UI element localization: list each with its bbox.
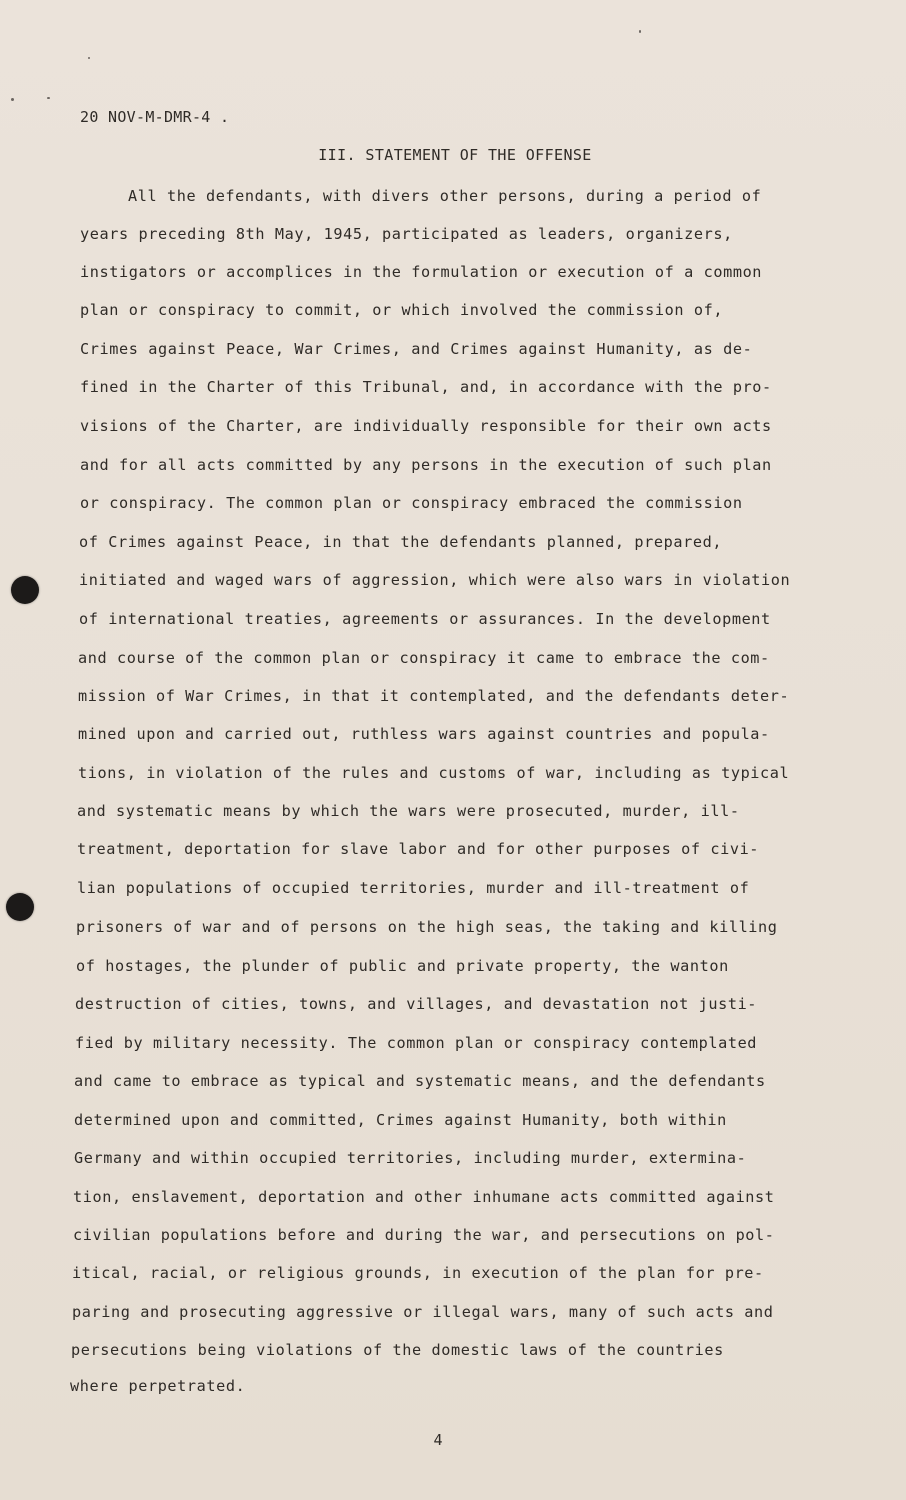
paper-speck <box>11 98 14 101</box>
paper-speck <box>47 97 50 99</box>
text-line: destruction of cities, towns, and villages, and devastation not justi- <box>75 995 758 1013</box>
text-line: of Crimes against Peace, in that the defendants planned, prepared, <box>79 533 723 551</box>
text-line: where perpetrated. <box>70 1377 246 1395</box>
text-line: paring and prosecuting aggressive or illegal wars, many of such acts and <box>72 1303 774 1321</box>
punch-hole <box>6 893 34 921</box>
text-line: fined in the Charter of this Tribunal, and, in accordance with the pro- <box>80 378 772 396</box>
text-line: mission of War Crimes, in that it contemplated, and the defendants deter- <box>78 687 790 705</box>
text-line: and came to embrace as typical and systematic means, and the defendants <box>74 1072 766 1090</box>
text-line: tion, enslavement, deportation and other inhumane acts committed against <box>73 1188 775 1206</box>
text-line: civilian populations before and during the war, and persecutions on pol- <box>73 1226 775 1244</box>
text-line: prisoners of war and of persons on the high seas, the taking and killing <box>76 918 778 936</box>
text-line: visions of the Charter, are individually responsible for their own acts <box>80 417 772 435</box>
text-line: years preceding 8th May, 1945, participated as leaders, organizers, <box>80 225 733 243</box>
text-line: or conspiracy. The common plan or conspiracy embraced the commission <box>80 494 743 512</box>
text-line: and for all acts committed by any persons in the execution of such plan <box>80 456 772 474</box>
section-heading: III. STATEMENT OF THE OFFENSE <box>318 146 592 164</box>
text-line: Crimes against Peace, War Crimes, and Crimes against Humanity, as de- <box>80 340 753 358</box>
text-line: All the defendants, with divers other persons, during a period of <box>128 187 762 205</box>
text-line: lian populations of occupied territories, murder and ill-treatment of <box>77 879 750 897</box>
paper-speck <box>88 57 90 59</box>
document-code: 20 NOV-M-DMR-4 . <box>80 108 230 126</box>
page-number: 4 <box>433 1431 443 1449</box>
text-line: of international treaties, agreements or assurances. In the development <box>79 610 771 628</box>
text-line: plan or conspiracy to commit, or which involved the commission of, <box>80 301 724 319</box>
text-line: treatment, deportation for slave labor and for other purposes of civi- <box>77 840 760 858</box>
text-line: Germany and within occupied territories, including murder, extermina- <box>74 1149 747 1167</box>
text-line: mined upon and carried out, ruthless wars against countries and popula- <box>78 725 770 743</box>
text-line: and systematic means by which the wars were prosecuted, murder, ill- <box>77 802 740 820</box>
text-line: persecutions being violations of the domestic laws of the countries <box>71 1341 724 1359</box>
text-line: of hostages, the plunder of public and private property, the wanton <box>76 957 729 975</box>
text-line: initiated and waged wars of aggression, which were also wars in violation <box>79 571 791 589</box>
text-line: tions, in violation of the rules and customs of war, including as typical <box>78 764 790 782</box>
text-line: determined upon and committed, Crimes against Humanity, both within <box>74 1111 727 1129</box>
text-line: fied by military necessity. The common plan or conspiracy contemplated <box>75 1034 758 1052</box>
paper-speck <box>639 30 641 33</box>
text-line: instigators or accomplices in the formulation or execution of a common <box>80 263 763 281</box>
text-line: itical, racial, or religious grounds, in execution of the plan for pre- <box>72 1264 764 1282</box>
text-line: and course of the common plan or conspiracy it came to embrace the com- <box>78 649 770 667</box>
punch-hole <box>11 576 39 604</box>
